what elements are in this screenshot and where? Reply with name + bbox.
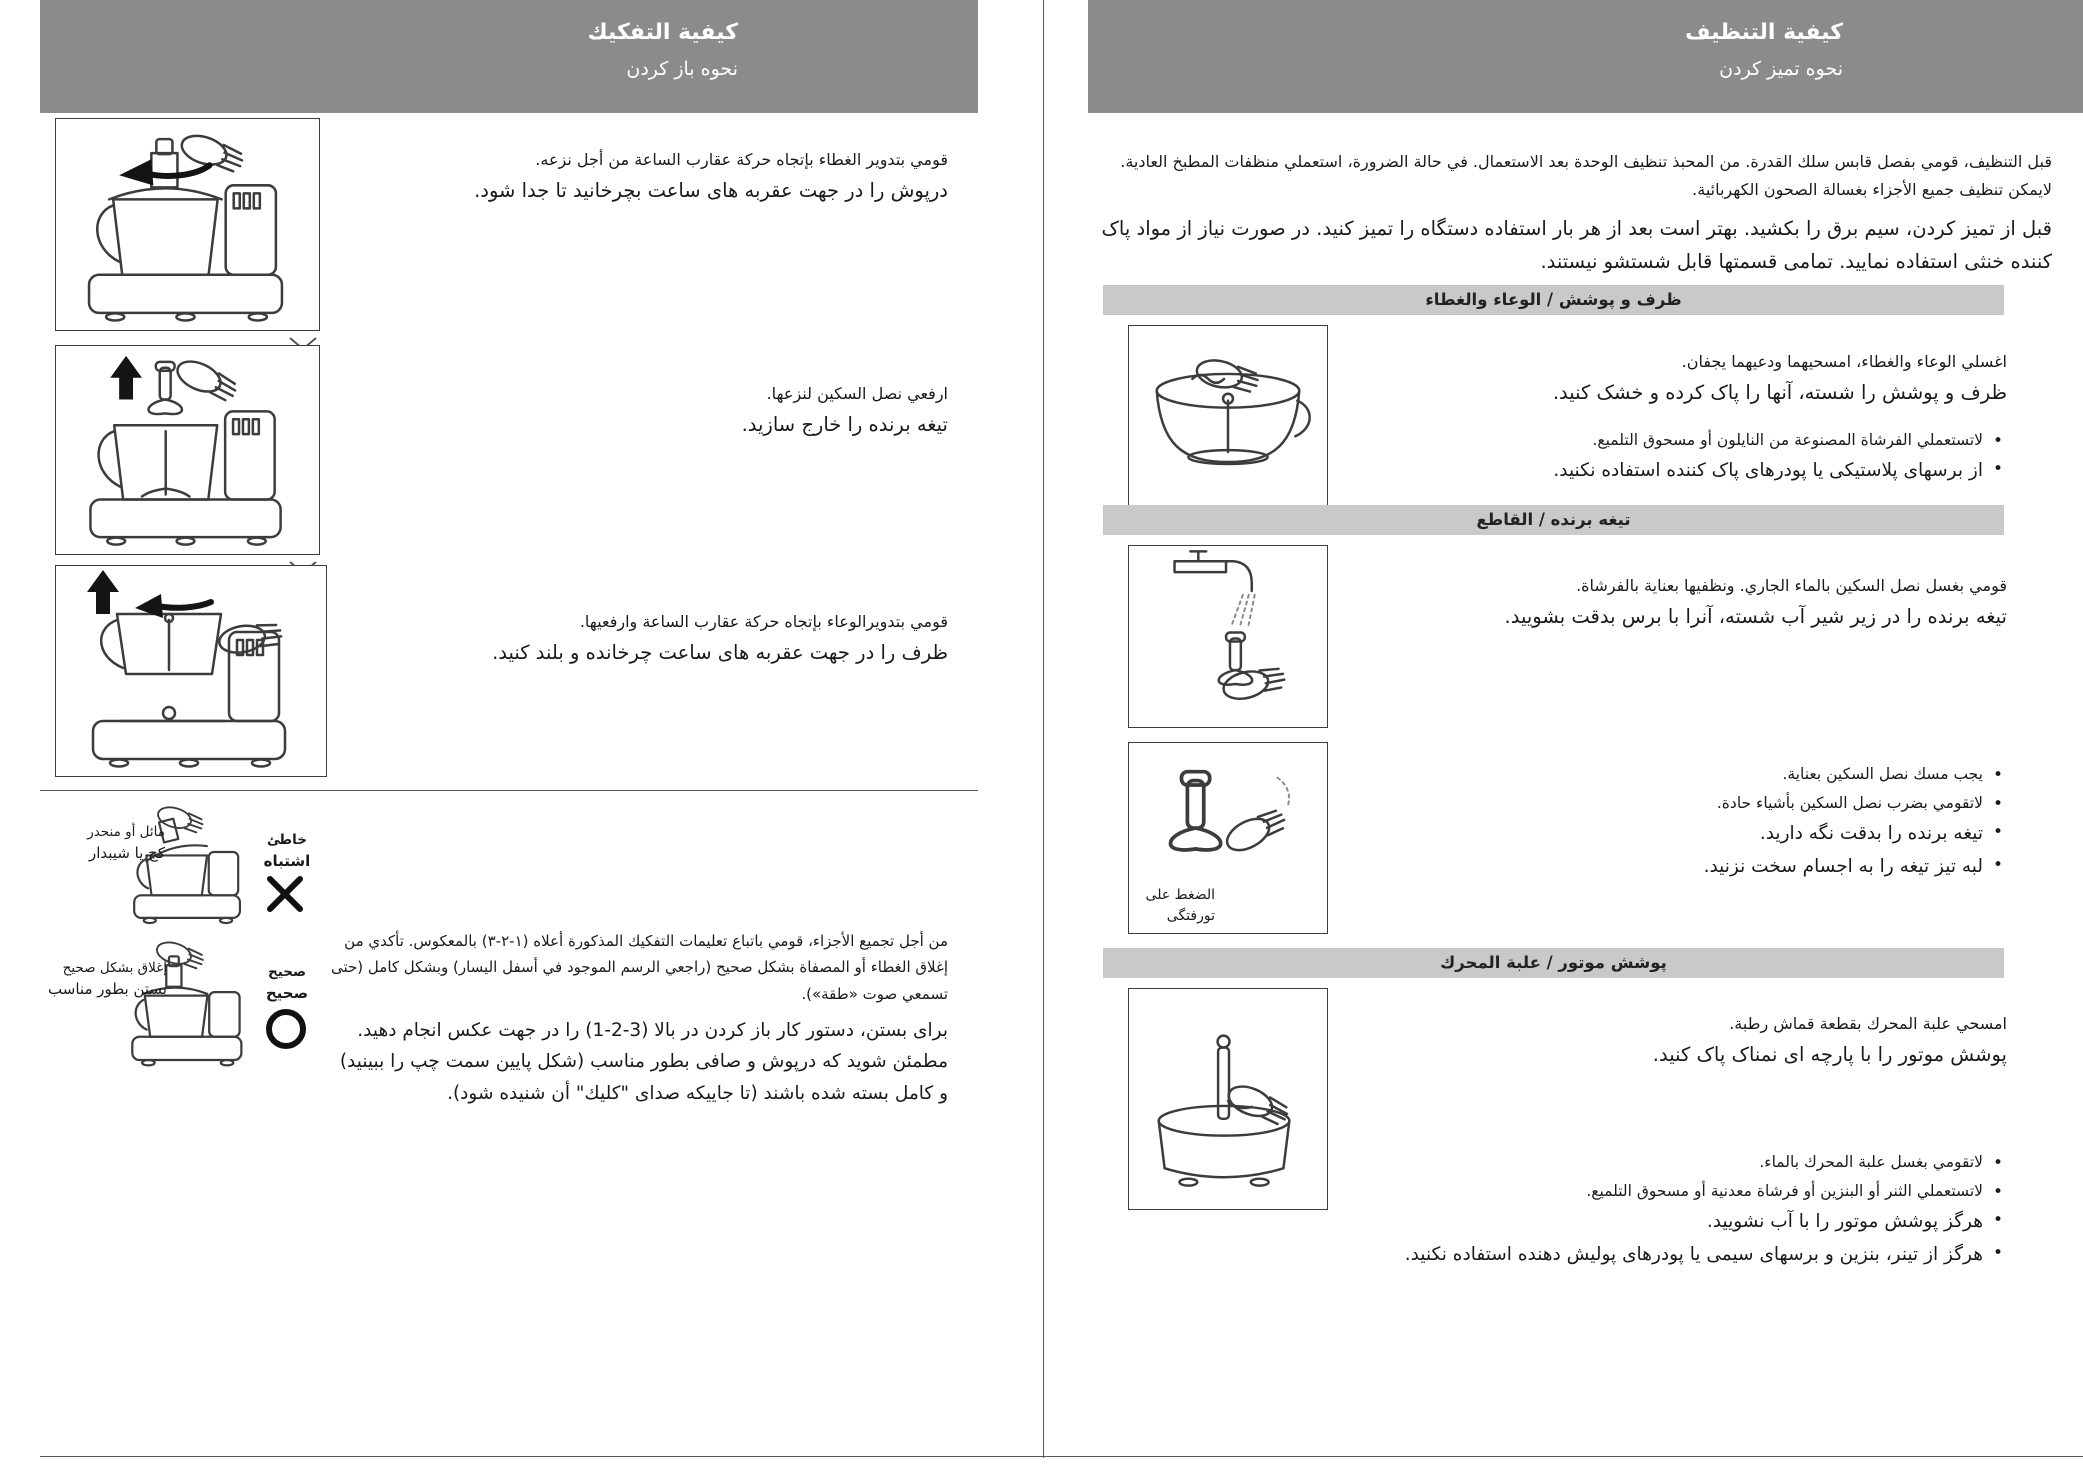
disassembly-header bbox=[40, 0, 978, 113]
correct-note-ar: إغلاق بشكل صحيح bbox=[62, 960, 167, 976]
bullet-item: • لاتستعملي الفرشاة المصنوعة من النايلون أو مسحوق التلميع. bbox=[1350, 428, 2007, 452]
blade-icon bbox=[1219, 633, 1252, 685]
water-stream-icon bbox=[1232, 595, 1255, 629]
cleaning-header bbox=[1088, 0, 2083, 113]
wrong-label bbox=[252, 830, 322, 873]
step1-text-fa: درپوش را در جهت عقربه هاى ساعت بچرخانيد تا جدا شود. bbox=[474, 179, 948, 202]
step3-bowl-lift-illustration bbox=[55, 565, 327, 777]
cleaning-subtitle: نحوه تميز كردن bbox=[1719, 58, 1843, 80]
food-processor-icon bbox=[90, 411, 280, 544]
bullet-item: • تيغه برنده را بدقت نگه داريد. bbox=[1350, 820, 2007, 848]
wrong-label-fa: اشتباه bbox=[263, 852, 311, 871]
wrong-note-fa: كج يا شيبدار bbox=[88, 844, 165, 863]
blade-text-ar: قومي بغسل نصل السكين بالماء الجاري. ونظفيها بعناية بالفرشاة. bbox=[1576, 576, 2007, 595]
section-bar-bowl-lid: ظرف و پوشش / الوعاء والغطاء bbox=[1103, 285, 2004, 315]
wrong-note bbox=[50, 822, 165, 865]
wrong-x-mark-icon bbox=[263, 872, 307, 916]
hand-icon bbox=[173, 356, 240, 405]
correct-note bbox=[42, 958, 167, 1001]
bullet-item: • هرگز پوشش موتور را با آب نشوييد. bbox=[1350, 1208, 2007, 1236]
disassembly-title: كيفية التفكيك bbox=[587, 20, 738, 45]
blade-rinse-illustration bbox=[1128, 545, 1328, 728]
motor-text-fa: پوشش موتور را با پارچه اى نمناک پاک كنيد. bbox=[1652, 1043, 2007, 1066]
motor-text bbox=[1350, 1010, 2007, 1071]
blade-text-fa: تيغه برنده را در زير شير آب شسته، آنرا با برس بدقت بشوييد. bbox=[1504, 605, 2007, 628]
step2-text-ar: ارفعي نصل السكين لنزعها. bbox=[766, 384, 948, 403]
wrong-note-ar: مائل أو منحدر bbox=[87, 824, 165, 840]
motor-wipe-illustration bbox=[1128, 988, 1328, 1210]
correct-note-fa: بستن بطور مناسب bbox=[48, 980, 167, 999]
step3-text-ar: قومي بتدويرالوعاء بإتجاه حركة عقارب الساعة وارفعيها. bbox=[579, 612, 948, 631]
feed-tube-icon bbox=[166, 965, 181, 986]
bullet-item: • از برسهاى پلاستيكى يا پودرهاى پاک كننده استفاده نكنيد. bbox=[1350, 457, 2007, 485]
cleaning-intro-ar: قبل التنظيف، قومي بفصل قابس سلك القدرة. من المحبذ تنظيف الوحدة بعد الاستعمال. في حالة الضرورة، استعملي منظفات المطبخ العادية. لايمكن تنظيف جميع الأجزاء بغسالة الصحون الكهربائية. bbox=[1120, 152, 2052, 199]
bullet-item: • لاتستعملي الثنر أو البنزين أو فرشاة معدنية أو مسحوق التلميع. bbox=[1350, 1179, 2007, 1203]
step3-text bbox=[340, 608, 948, 669]
up-arrow-icon bbox=[87, 570, 119, 614]
food-processor-icon bbox=[89, 185, 282, 320]
blade-text bbox=[1350, 572, 2007, 633]
correct-label-ar: صحيح bbox=[267, 964, 306, 980]
bullet-item: • لاتقومي بضرب نصل السكين بأشياء حادة. bbox=[1350, 791, 2007, 815]
bullet-item: • لاتقومي بغسل علبة المحرك بالماء. bbox=[1350, 1150, 2007, 1174]
step2-text-fa: تيغه برنده را خارج سازيد. bbox=[741, 413, 948, 436]
blade-hold-note-ar: الضغط على bbox=[1145, 887, 1215, 903]
section-bar-blade: تيغه برنده / القاطع bbox=[1103, 505, 2004, 535]
hand-icon bbox=[1222, 805, 1288, 857]
correct-label bbox=[252, 962, 322, 1005]
wrong-assembly-illustration bbox=[118, 800, 270, 930]
step1-text-ar: قومي بتدوير الغطاء بإتجاه حركة عقارب الساعة من أجل نزعه. bbox=[535, 150, 948, 169]
blade-hold-note-fa: تورفتگى bbox=[1166, 908, 1215, 924]
bowl-lid-text-fa: ظرف و پوشش را شسته، آنها را پاک كرده و خشک كنيد. bbox=[1552, 381, 2007, 404]
cleaning-intro-fa: قبل از تميز كردن، سيم برق را بكشيد. بهتر است بعد از هر بار استفاده دستگاه را تميز كنيد. در صورت نياز از مواد پاک كننده خنثى استفاده نماييد. تمامى قسمتها قابل شستشو نيستند. bbox=[1101, 217, 2052, 274]
wrong-label-ar: خاطئ bbox=[267, 832, 307, 848]
blade-hold-note bbox=[1133, 885, 1215, 927]
blade-hold-illustration bbox=[1128, 742, 1328, 934]
step2-blade-lift-illustration bbox=[55, 345, 320, 555]
left-column-divider bbox=[40, 790, 978, 791]
assembly-text-fa: براى بستن، دستور كار باز كردن در بالا (3-2-1) را در جهت عكس انجام دهيد. مطمئن شويد كه درپوش و صافى بطور مناسب (شكل پايين سمت چپ را ببينيد) و كامل بسته شده باشند (تا جاييكه صداى "كليك" أن شنيده شود). bbox=[339, 1019, 948, 1104]
page-bottom-rule bbox=[40, 1456, 2083, 1457]
correct-circle-mark-icon bbox=[263, 1006, 309, 1052]
motor-bullets bbox=[1350, 1150, 2007, 1274]
bowl-wipe-illustration bbox=[1128, 325, 1328, 508]
hand-icon bbox=[178, 131, 245, 175]
bullet-item: • لبه تيز تيغه را به اجسام سخت نزنيد. bbox=[1350, 853, 2007, 881]
assembly-text bbox=[330, 928, 948, 1109]
rotate-arrow-icon bbox=[119, 159, 209, 185]
up-arrow-icon bbox=[110, 356, 142, 400]
blade-icon bbox=[1171, 772, 1221, 850]
bowl-lid-text bbox=[1350, 348, 2007, 409]
blade-bullets bbox=[1350, 762, 2007, 886]
step1-text bbox=[340, 146, 948, 207]
section-bar-motor: پوشش موتور / علبة المحرك bbox=[1103, 948, 2004, 978]
bowl-lid-text-ar: اغسلي الوعاء والغطاء، امسحيهما ودعيهما يجفان. bbox=[1681, 352, 2007, 371]
step3-text-fa: ظرف را در جهت عقربه هاى ساعت چرخانده و بلند كنيد. bbox=[492, 641, 948, 664]
hand-icon bbox=[217, 620, 283, 656]
bowl-lid-bullets bbox=[1350, 428, 2007, 490]
bullet-item: • يجب مسك نصل السكين بعناية. bbox=[1350, 762, 2007, 786]
motor-text-ar: امسحي علبة المحرك بقطعة قماش رطبة. bbox=[1729, 1014, 2007, 1033]
bullet-item: • هرگز از تينر، بنزين و برسهاى سيمى يا پودرهاى پوليش دهنده استفاده نكنيد. bbox=[1350, 1241, 2007, 1269]
disassembly-subtitle: نحوه باز كردن bbox=[626, 58, 738, 80]
center-column-divider bbox=[1043, 0, 1044, 1458]
step1-lid-turn-illustration bbox=[55, 118, 320, 331]
cleaning-title: كيفية التنظيف bbox=[1685, 20, 1843, 45]
correct-label-fa: صحيح bbox=[265, 984, 309, 1003]
assembly-text-ar: من أجل تجميع الأجزاء، قومي باتباع تعليمات التفكيك المذكورة أعلاه (١-٢-٣) بالمعكوس. تأكدي من إغلاق الغطاء أو المصفاة بشكل صحيح (راجعي الرسم الموجود في أسفل اليسار) وبشكل كامل (حتى تسمعي صوت «طقة»). bbox=[331, 932, 948, 1003]
hand-icon bbox=[1224, 1081, 1291, 1128]
step2-text bbox=[340, 380, 948, 441]
